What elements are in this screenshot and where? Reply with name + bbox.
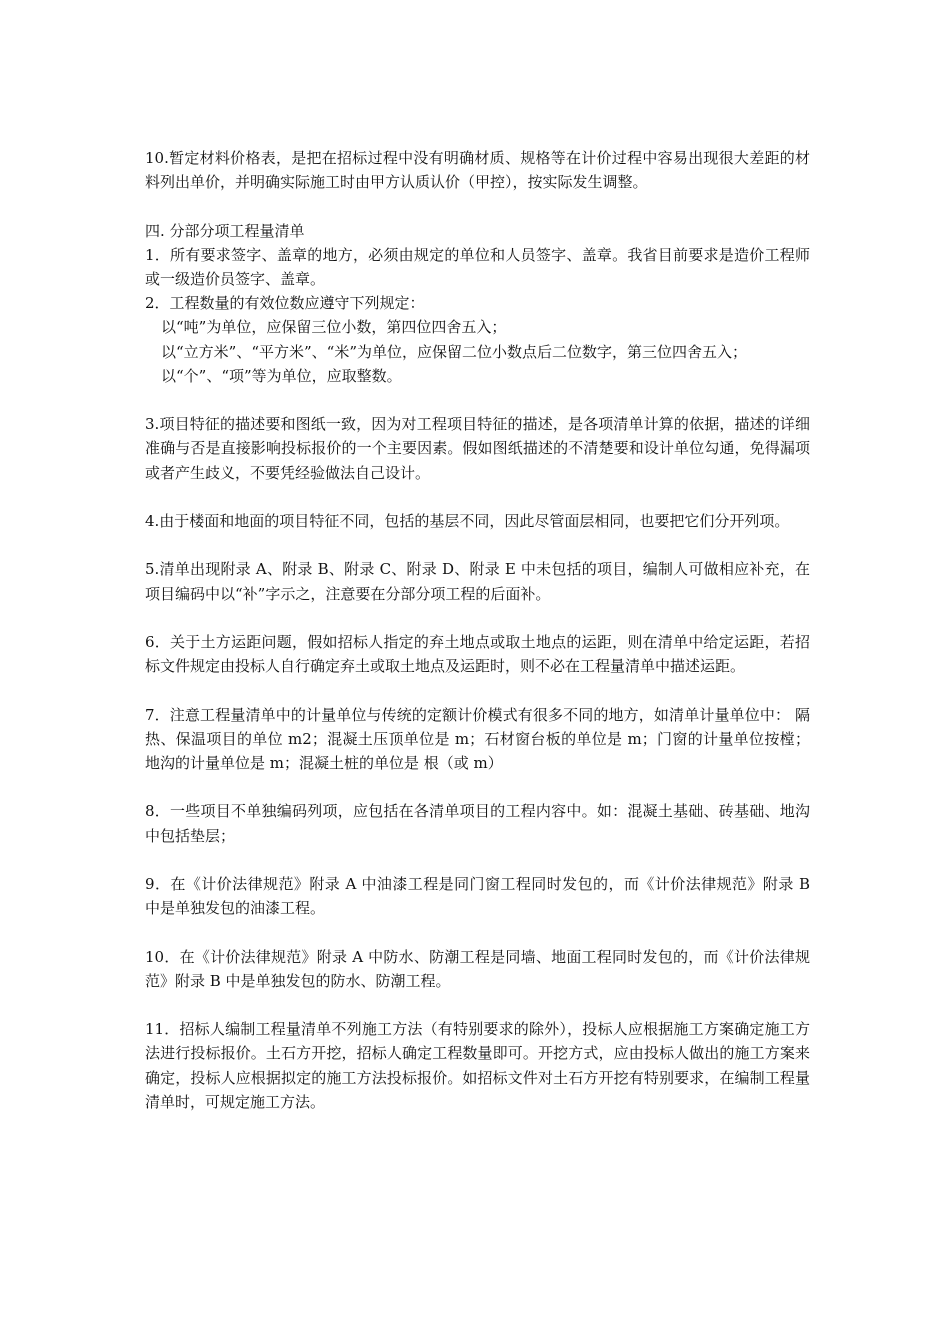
paragraph-rule-cubic-meter: 以“立方米”、“平方米”、“米”为单位，应保留二位小数点后二位数字，第三位四舍五入；: [161, 342, 748, 361]
paragraph-provisional-material-price: 10.暂定材料价格表，是把在招标过程中没有明确材质、规格等在计价过程中容易出现很大差距的材料列出单价，并明确实际施工时由甲方认质认价（甲控），按实际发生调整。: [145, 149, 810, 192]
paragraph-item-10-waterproofing: 10．在《计价法律规范》附录 A 中防水、防潮工程是同墙、地面工程同时发包的，而《计价法律规范》附录 B 中是单独发包的防水、防潮工程。: [145, 947, 810, 990]
paragraph-item-9-painting-works: 9．在《计价法律规范》附录 A 中油漆工程是同门窗工程同时发包的，而《计价法律规范》附录 B 中是单独发包的油漆工程。: [145, 874, 810, 918]
paragraph-item-3-feature-description: 3.项目特征的描述要和图纸一致，因为对工程项目特征的描述，是各项清单计算的依据，描述的详细准确与否是直接影响投标报价的一个主要因素。假如图纸描述的不清楚要和设计单位勾通，免得漏项或者产生歧义，不要凭经验做法自己设计。: [145, 415, 810, 482]
paragraph-item-7-measurement-units: 7．注意工程量清单中的计量单位与传统的定额计价模式有很多不同的地方，如清单计量单位中： 隔热、保温项目的单位 m2；混凝土压顶单位是 m；石材窗台板的单位是 m；门窗的计量单位按樘；地沟的计量单位是 m；混凝土桩的单位是 根（或 m）: [145, 705, 810, 772]
paragraph-item-2-significant-digits: 2．工程数量的有效位数应遵守下列规定：: [145, 294, 425, 313]
paragraph-item-6-earth-haul-distance: 6．关于土方运距问题，假如招标人指定的弃土地点或取土地点的运距，则在清单中给定运距，若招标文件规定由投标人自行确定弃土或取土地点及运距时，则不必在工程量清单中描述运距。: [145, 632, 810, 676]
paragraph-item-1-signatures: 1．所有要求签字、盖章的地方，必须由规定的单位和人员签字、盖章。我省目前要求是造价工程师或一级造价员签字、盖章。: [145, 245, 810, 288]
paragraph-item-4-floor-ground: 4.由于楼面和地面的项目特征不同，包括的基层不同，因此尽管面层相同，也要把它们分开列项。: [145, 512, 790, 530]
section-heading-bill-of-quantities: 四. 分部分项工程量清单: [145, 221, 305, 240]
paragraph-item-8-not-separately-listed: 8．一些项目不单独编码列项，应包括在各清单项目的工程内容中。如：混凝土基础、砖基础、地沟中包括垫层；: [145, 802, 810, 845]
paragraph-rule-integer-units: 以“个”、“项”等为单位，应取整数。: [161, 366, 402, 385]
document-page: [145, 146, 810, 1114]
paragraph-item-11-construction-method: 11．招标人编制工程量清单不列施工方法（有特别要求的除外），投标人应根据施工方案确定施工方法进行投标报价。土石方开挖，招标人确定工程数量即可。开挖方式，应由投标人做出的施工方案来确定，投标人应根据拟定的施工方法投标报价。如招标文件对土石方开挖有特别要求，在编制工程量清单时，可规定施工方法。: [145, 1020, 810, 1111]
paragraph-rule-ton: 以“吨”为单位，应保留三位小数，第四位四舍五入；: [161, 318, 507, 337]
paragraph-item-5-appendix-supplement: 5.清单出现附录 A、附录 B、附录 C、附录 D、附录 E 中未包括的项目，编制人可做相应补充，在项目编码中以“补”字示之，注意要在分部分项工程的后面补。: [145, 560, 810, 603]
